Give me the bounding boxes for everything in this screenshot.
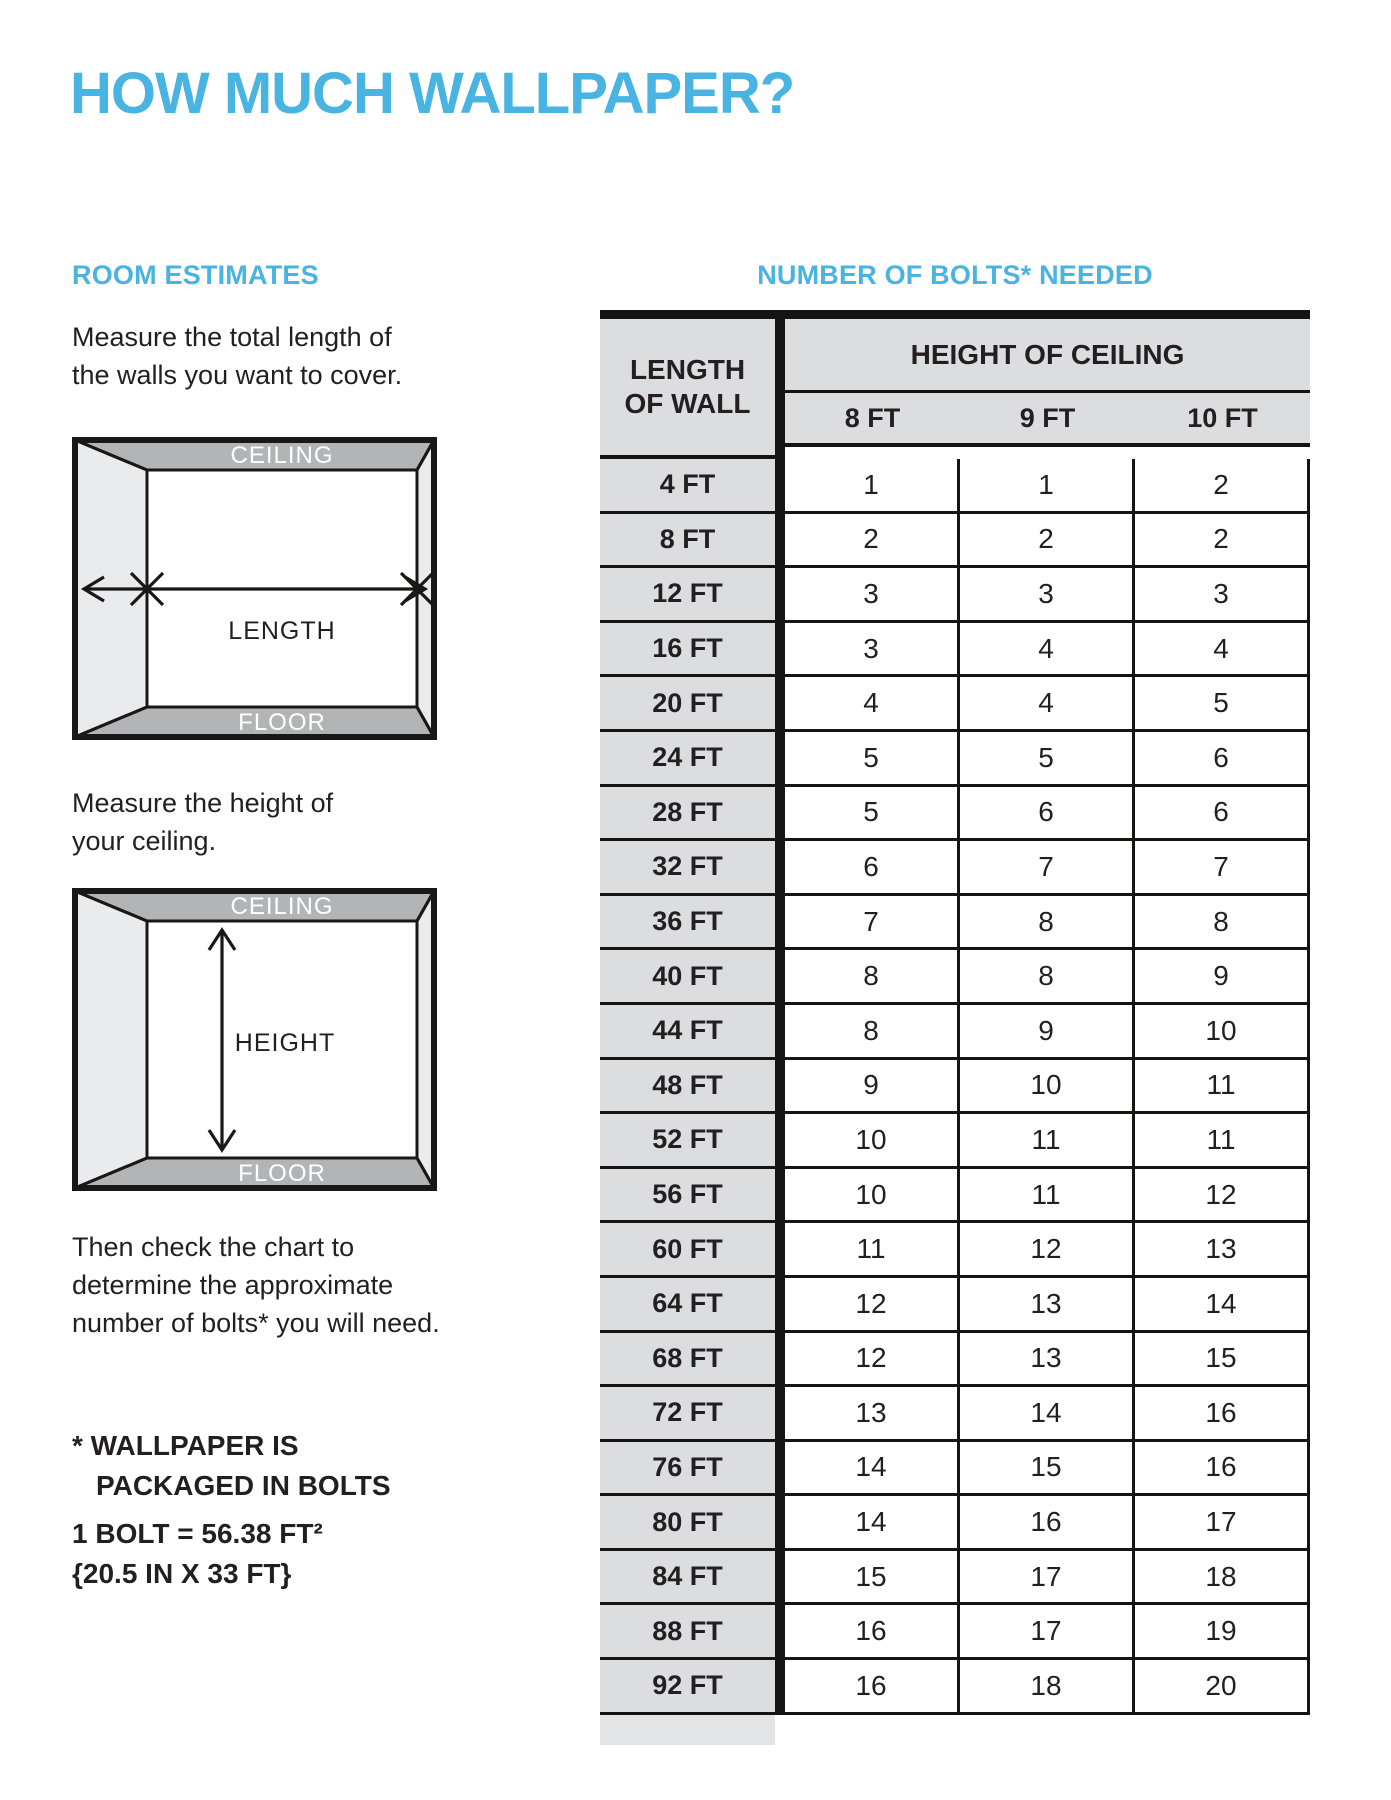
value-cell: 13 bbox=[960, 1333, 1135, 1385]
value-cell: 2 bbox=[1135, 514, 1310, 566]
page-title: HOW MUCH WALLPAPER? bbox=[70, 61, 795, 126]
ceiling-columns-header bbox=[785, 393, 1310, 447]
table-row bbox=[600, 1333, 1310, 1388]
value-cell: 5 bbox=[785, 732, 960, 784]
value-cell: 10 bbox=[1135, 1005, 1310, 1057]
value-cell: 2 bbox=[785, 514, 960, 566]
value-cell: 17 bbox=[1135, 1496, 1310, 1548]
room-estimates-heading: ROOM ESTIMATES bbox=[72, 260, 319, 290]
value-cell: 14 bbox=[1135, 1278, 1310, 1330]
table-row bbox=[600, 732, 1310, 787]
row-label-cell: 80 FT bbox=[600, 1496, 775, 1548]
instruction-chart-line3: number of bolts* you will need. bbox=[72, 1308, 440, 1338]
table-thick-divider bbox=[775, 1169, 785, 1221]
value-cell: 20 bbox=[1135, 1660, 1310, 1712]
value-cell: 17 bbox=[960, 1605, 1135, 1657]
row-label-cell: 68 FT bbox=[600, 1333, 775, 1385]
value-cell: 16 bbox=[785, 1660, 960, 1712]
bolt-footnote-line2: PACKAGED IN BOLTS bbox=[96, 1470, 391, 1501]
instruction-chart-line2: determine the approximate bbox=[72, 1270, 394, 1300]
table-row bbox=[600, 1442, 1310, 1497]
value-cell: 15 bbox=[785, 1551, 960, 1603]
table-thick-divider bbox=[775, 950, 785, 1002]
col-header-10ft: 10 FT bbox=[1187, 402, 1258, 433]
value-cell: 3 bbox=[785, 568, 960, 620]
instruction-chart bbox=[72, 1228, 440, 1342]
table-row bbox=[600, 1223, 1310, 1278]
table-row bbox=[600, 841, 1310, 896]
col-header-9ft: 9 FT bbox=[1019, 402, 1076, 433]
value-cell: 10 bbox=[785, 1114, 960, 1166]
row-label-cell: 12 FT bbox=[600, 568, 775, 620]
row-label-cell: 32 FT bbox=[600, 841, 775, 893]
value-cell: 8 bbox=[785, 1005, 960, 1057]
row-label-cell: 16 FT bbox=[600, 623, 775, 675]
value-cell: 12 bbox=[1135, 1169, 1310, 1221]
table-row bbox=[600, 1278, 1310, 1333]
bolt-footnote-line1: * WALLPAPER IS bbox=[72, 1430, 299, 1461]
row-label-cell: 72 FT bbox=[600, 1387, 775, 1439]
table-row bbox=[600, 568, 1310, 623]
table-thick-divider bbox=[775, 1114, 785, 1166]
value-cell: 8 bbox=[1135, 896, 1310, 948]
value-cell: 4 bbox=[960, 623, 1135, 675]
table-thick-divider bbox=[775, 568, 785, 620]
instruction-height-line2: your ceiling. bbox=[72, 826, 217, 856]
value-cell: 6 bbox=[785, 841, 960, 893]
table-row bbox=[600, 1114, 1310, 1169]
table-thick-divider bbox=[775, 1060, 785, 1112]
floor-label: FLOOR bbox=[238, 1160, 326, 1187]
value-cell: 7 bbox=[960, 841, 1135, 893]
value-cell: 16 bbox=[785, 1605, 960, 1657]
table-thick-divider bbox=[775, 1660, 785, 1712]
row-label-cell: 64 FT bbox=[600, 1278, 775, 1330]
table-row bbox=[600, 514, 1310, 569]
table-thick-divider bbox=[775, 1223, 785, 1275]
table-row bbox=[600, 459, 1310, 514]
value-cell: 3 bbox=[1135, 568, 1310, 620]
value-cell: 1 bbox=[960, 459, 1135, 511]
table-thick-divider bbox=[775, 1387, 785, 1439]
value-cell: 4 bbox=[785, 677, 960, 729]
value-cell: 10 bbox=[960, 1060, 1135, 1112]
table-row bbox=[600, 1060, 1310, 1115]
value-cell: 5 bbox=[1135, 677, 1310, 729]
table-row bbox=[600, 1605, 1310, 1660]
table-row bbox=[600, 623, 1310, 678]
table-row bbox=[600, 677, 1310, 732]
value-cell: 16 bbox=[1135, 1442, 1310, 1494]
instruction-chart-line1: Then check the chart to bbox=[72, 1232, 355, 1262]
room-length-diagram bbox=[72, 437, 437, 740]
bolts-needed-heading: NUMBER OF BOLTS* NEEDED bbox=[757, 260, 1153, 290]
floor-label: FLOOR bbox=[238, 709, 326, 736]
table-row bbox=[600, 1496, 1310, 1551]
value-cell: 2 bbox=[1135, 459, 1310, 511]
height-label: HEIGHT bbox=[234, 1029, 336, 1057]
value-cell: 11 bbox=[960, 1169, 1135, 1221]
instruction-length-line1: Measure the total length of bbox=[72, 322, 392, 352]
table-row bbox=[600, 896, 1310, 951]
table-thick-divider bbox=[775, 514, 785, 566]
value-cell: 9 bbox=[960, 1005, 1135, 1057]
row-label-cell: 88 FT bbox=[600, 1605, 775, 1657]
table-thick-divider bbox=[775, 319, 785, 459]
room-height-diagram bbox=[72, 888, 437, 1191]
value-cell: 8 bbox=[785, 950, 960, 1002]
value-cell: 2 bbox=[960, 514, 1135, 566]
value-cell: 10 bbox=[785, 1169, 960, 1221]
value-cell: 13 bbox=[785, 1387, 960, 1439]
table-thick-divider bbox=[775, 677, 785, 729]
height-of-ceiling-header: HEIGHT OF CEILING bbox=[785, 319, 1310, 393]
value-cell: 11 bbox=[1135, 1114, 1310, 1166]
row-label-cell: 8 FT bbox=[600, 514, 775, 566]
bolt-definition bbox=[72, 1514, 323, 1594]
value-cell: 6 bbox=[1135, 732, 1310, 784]
length-of-wall-header bbox=[600, 319, 775, 459]
row-label-cell: 48 FT bbox=[600, 1060, 775, 1112]
value-cell: 14 bbox=[785, 1442, 960, 1494]
table-bottom-stub bbox=[600, 1715, 775, 1745]
value-cell: 11 bbox=[1135, 1060, 1310, 1112]
value-cell: 7 bbox=[785, 896, 960, 948]
instruction-height-line1: Measure the height of bbox=[72, 788, 334, 818]
row-label-cell: 52 FT bbox=[600, 1114, 775, 1166]
table-top-bar bbox=[600, 310, 1310, 319]
value-cell: 5 bbox=[960, 732, 1135, 784]
table-thick-divider bbox=[775, 1278, 785, 1330]
bolt-footnote bbox=[72, 1426, 391, 1506]
row-label-cell: 36 FT bbox=[600, 896, 775, 948]
col-header-8ft: 8 FT bbox=[844, 402, 901, 433]
table-thick-divider bbox=[775, 1005, 785, 1057]
value-cell: 14 bbox=[785, 1496, 960, 1548]
row-label-cell: 24 FT bbox=[600, 732, 775, 784]
row-label-cell: 56 FT bbox=[600, 1169, 775, 1221]
table-thick-divider bbox=[775, 1333, 785, 1385]
value-cell: 13 bbox=[960, 1278, 1135, 1330]
value-cell: 12 bbox=[960, 1223, 1135, 1275]
ceiling-label: CEILING bbox=[230, 442, 334, 469]
table-thick-divider bbox=[775, 732, 785, 784]
length-label: LENGTH bbox=[228, 617, 336, 645]
value-cell: 9 bbox=[785, 1060, 960, 1112]
value-cell: 13 bbox=[1135, 1223, 1310, 1275]
value-cell: 15 bbox=[1135, 1333, 1310, 1385]
table-thick-divider bbox=[775, 1605, 785, 1657]
row-label-cell: 4 FT bbox=[600, 459, 775, 511]
value-cell: 4 bbox=[960, 677, 1135, 729]
value-cell: 18 bbox=[1135, 1551, 1310, 1603]
value-cell: 3 bbox=[785, 623, 960, 675]
value-cell: 9 bbox=[1135, 950, 1310, 1002]
bolts-table bbox=[600, 310, 1310, 1745]
table-thick-divider bbox=[775, 623, 785, 675]
row-label-cell: 28 FT bbox=[600, 787, 775, 839]
table-thick-divider bbox=[775, 459, 785, 511]
row-label-cell: 92 FT bbox=[600, 1660, 775, 1712]
table-thick-divider bbox=[775, 896, 785, 948]
value-cell: 4 bbox=[1135, 623, 1310, 675]
table-thick-divider bbox=[775, 1442, 785, 1494]
value-cell: 6 bbox=[960, 787, 1135, 839]
value-cell: 1 bbox=[785, 459, 960, 511]
instruction-length-line2: the walls you want to cover. bbox=[72, 360, 403, 390]
value-cell: 3 bbox=[960, 568, 1135, 620]
table-thick-divider bbox=[775, 841, 785, 893]
table-thick-divider bbox=[775, 1496, 785, 1548]
value-cell: 5 bbox=[785, 787, 960, 839]
bolt-definition-line1: 1 BOLT = 56.38 FT² bbox=[72, 1518, 323, 1549]
value-cell: 19 bbox=[1135, 1605, 1310, 1657]
table-row bbox=[600, 950, 1310, 1005]
value-cell: 15 bbox=[960, 1442, 1135, 1494]
length-of-wall-line2: OF WALL bbox=[624, 388, 751, 419]
table-thick-divider bbox=[775, 1551, 785, 1603]
table-rows bbox=[600, 459, 1310, 1715]
row-label-cell: 40 FT bbox=[600, 950, 775, 1002]
length-of-wall-line1: LENGTH bbox=[629, 354, 746, 385]
value-cell: 11 bbox=[960, 1114, 1135, 1166]
value-cell: 14 bbox=[960, 1387, 1135, 1439]
value-cell: 18 bbox=[960, 1660, 1135, 1712]
table-row bbox=[600, 787, 1310, 842]
instruction-length bbox=[72, 318, 402, 394]
row-label-cell: 76 FT bbox=[600, 1442, 775, 1494]
value-cell: 6 bbox=[1135, 787, 1310, 839]
row-label-cell: 60 FT bbox=[600, 1223, 775, 1275]
table-header bbox=[600, 319, 1310, 459]
table-row bbox=[600, 1551, 1310, 1606]
value-cell: 8 bbox=[960, 950, 1135, 1002]
table-row bbox=[600, 1660, 1310, 1715]
bolt-definition-line2: {20.5 IN X 33 FT} bbox=[72, 1558, 292, 1589]
table-row bbox=[600, 1005, 1310, 1060]
value-cell: 17 bbox=[960, 1551, 1135, 1603]
value-cell: 16 bbox=[1135, 1387, 1310, 1439]
value-cell: 12 bbox=[785, 1278, 960, 1330]
value-cell: 12 bbox=[785, 1333, 960, 1385]
ceiling-header-group bbox=[785, 319, 1310, 459]
value-cell: 7 bbox=[1135, 841, 1310, 893]
value-cell: 11 bbox=[785, 1223, 960, 1275]
ceiling-label: CEILING bbox=[230, 893, 334, 920]
row-label-cell: 84 FT bbox=[600, 1551, 775, 1603]
value-cell: 8 bbox=[960, 896, 1135, 948]
table-thick-divider bbox=[775, 787, 785, 839]
instruction-height bbox=[72, 784, 333, 860]
table-row bbox=[600, 1387, 1310, 1442]
table-row bbox=[600, 1169, 1310, 1224]
value-cell: 16 bbox=[960, 1496, 1135, 1548]
row-label-cell: 20 FT bbox=[600, 677, 775, 729]
row-label-cell: 44 FT bbox=[600, 1005, 775, 1057]
